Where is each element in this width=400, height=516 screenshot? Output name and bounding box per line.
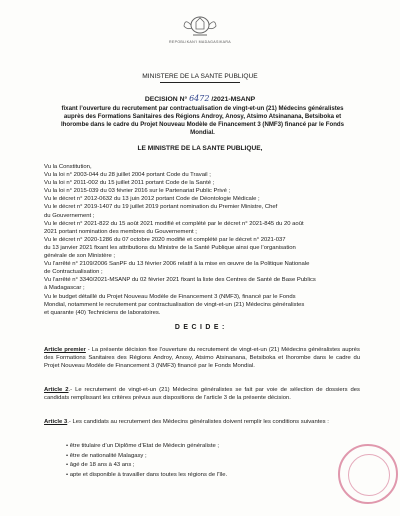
decision-prefix: DECISION N° bbox=[144, 96, 188, 103]
bullet-icon: • bbox=[66, 452, 70, 459]
decision-suffix: /2021-MSANP bbox=[211, 96, 256, 103]
condition-item: • apte et disponible à travailler dans toutes les régions de l’île. bbox=[66, 471, 228, 478]
visa-line: Vu le décret n° 2020-1286 du 07 octobre 2020 modifié et complété par le décret n° 2021-037 bbox=[44, 236, 286, 243]
article-2-label: Article 2 bbox=[44, 387, 69, 393]
ministry-underline bbox=[160, 82, 240, 83]
article-2-text: .- Le recrutement de vingt-et-un (21) Médecins généralistes se fait par voie de sélection de dossiers des candidats remplissant les critères prévus aux dispositions de l’article 3 de la présente décision. bbox=[44, 387, 360, 402]
bullet-icon: • bbox=[66, 471, 70, 478]
official-stamp bbox=[338, 444, 398, 504]
article-3-text: .- Les candidats au recrutement des Médecins généralistes doivent remplir les conditions suivantes : bbox=[67, 419, 329, 425]
visa-line: Vu l’arrêté n° 2109/2006 SanPF du 13 février 2006 relatif à la mise en œuvre de la Politique Nationale bbox=[44, 261, 310, 268]
visa-line: du 13 janvier 2021 fixant les attributions du Ministre de la Santé Publique ainsi que l’organisation bbox=[44, 244, 296, 251]
stamp-inner-ring bbox=[348, 454, 390, 496]
visa-line: Vu le décret n° 2012-0632 du 13 juin 2012 portant Code de Déontologie Médicale ; bbox=[44, 196, 260, 203]
decision-number: 6472 bbox=[189, 94, 210, 103]
bullet-icon: • bbox=[66, 443, 70, 449]
visa-line: Mondial, notamment le recrutement par contractualisation de vingt-et-un (21) Médecins généralistes bbox=[44, 301, 305, 308]
visa-line: Vu le budget détaillé du Projet Nouveau Modèle de Financement 3 (NMF3), financé par le Fonds bbox=[44, 293, 296, 300]
visa-line: Vu le décret n° 2019-1407 du 19 juillet 2019 portant nomination du Premier Ministre, Chef bbox=[44, 204, 278, 211]
visa-line: Vu la loi n° 2011-002 du 15 juillet 2011 portant Code de la Santé ; bbox=[44, 180, 215, 187]
visa-line: Vu la loi n° 2015-039 du 03 février 2016 sur le Partenariat Public Privé ; bbox=[44, 188, 231, 195]
article-1 bbox=[44, 346, 360, 370]
visas-list bbox=[44, 163, 360, 317]
article-1-text: - La présente décision fixe l’ouverture du recrutement de vingt-et-un (21) Médecins généralistes auprès des Formations Sanitaires des Régions Androy, Anosy, Atsimo Atsinanana, Betsiboka et Ihorombe dans le cadre du Projet Nouveau Modèle de Financement 3 (NMF3) financé par le Fonds Mondial. bbox=[44, 347, 360, 370]
conditions-list bbox=[66, 442, 356, 480]
visa-line: Vu la loi n° 2003-044 du 28 juillet 2004 portant Code du Travail ; bbox=[44, 172, 211, 179]
republic-caption: REPOBLIKAN'I MADAGASIKARA bbox=[169, 40, 231, 44]
minister-heading: LE MINISTRE DE LA SANTE PUBLIQUE, bbox=[137, 145, 263, 152]
coat-of-arms-emblem bbox=[183, 12, 217, 38]
decide-heading: D E C I D E : bbox=[174, 324, 226, 331]
visa-line: Vu l’arrêté n° 3340/2021-MSANP du 02 février 2021 fixant la liste des Centres de Santé de Base Publics bbox=[44, 277, 316, 284]
visa-line: et quarante (40) Techniciens de laboratoires. bbox=[44, 309, 161, 316]
bullet-icon: • bbox=[66, 462, 70, 469]
article-3-label: Article 3 bbox=[44, 419, 68, 425]
condition-item: • âgé de 18 ans à 43 ans ; bbox=[66, 462, 135, 469]
visa-line: Vu la Constitution, bbox=[44, 164, 92, 170]
ministry-title: MINISTERE DE LA SANTE PUBLIQUE bbox=[142, 73, 258, 80]
condition-item: • être de nationalité Malagasy ; bbox=[66, 452, 147, 459]
visa-line: à Madagascar ; bbox=[44, 285, 85, 292]
decision-object: fixant l’ouverture du recrutement par contractualisation de vingt-et-un (21) Médecins généralistes auprès des Formations Sanitaires des Régions Androy, Anosy, Atsimo Atsinanana, Betsiboka et Ihorombe dans le cadre du Projet Nouveau Modèle de Financement 3 (NMF3) financé par le Fonds Mondial. bbox=[60, 105, 345, 137]
visa-line: 2021 portant nomination des membres du Gouvernement ; bbox=[44, 228, 197, 235]
decision-heading bbox=[0, 94, 400, 103]
article-3 bbox=[44, 418, 360, 426]
visa-line: Vu le décret n° 2021-822 du 15 août 2021 modifié et complété par le décret n° 2021-845 du 20 août bbox=[44, 220, 304, 227]
article-2 bbox=[44, 386, 360, 402]
article-1-label: Article premier bbox=[44, 347, 86, 353]
visa-line: du Gouvernement ; bbox=[44, 212, 95, 219]
condition-item: • être titulaire d’un Diplôme d’Etat de Médecin généraliste ; bbox=[66, 443, 220, 449]
visa-line: de Contractualisation ; bbox=[44, 269, 103, 276]
visa-line: générale de son Ministère ; bbox=[44, 253, 116, 260]
